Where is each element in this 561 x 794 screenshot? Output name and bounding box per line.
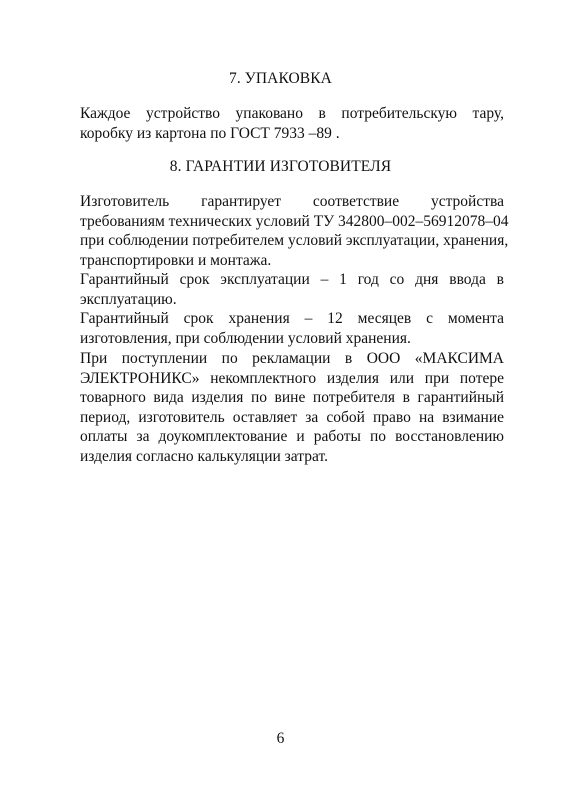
text-line: транспортировки и монтажа. xyxy=(80,251,272,269)
section-heading-warranty: 8. ГАРАНТИИ ИЗГОТОВИТЕЛЯ xyxy=(169,158,392,175)
text-line: изделия согласно калькуляции затрат. xyxy=(80,447,328,465)
paragraph-warranty-operation-period xyxy=(58,270,504,309)
page-number: 6 xyxy=(276,730,285,747)
paragraph-warranty-conformity xyxy=(58,192,509,270)
text-line: эксплуатацию. xyxy=(80,290,177,308)
text-line: при соблюдении потребителем условий эксплуатации, хранения, xyxy=(80,232,509,250)
text-line: Изготовитель гарантирует соответствие устройства xyxy=(80,193,504,210)
paragraph-warranty-claims xyxy=(58,349,504,467)
text-line: ЭЛЕКТРОНИКС» некомплектного изделия или при потере xyxy=(80,369,504,387)
paragraph-packaging xyxy=(58,104,504,143)
text-line: Гарантийный срок хранения – 12 месяцев с момента xyxy=(80,310,504,327)
text-line: При поступлении по рекламации в ООО «МАКСИМА xyxy=(80,350,504,367)
text-line: Каждое устройство упаковано в потребительскую тару, xyxy=(80,105,504,122)
text-line: период, изготовитель оставляет за собой право на взимание xyxy=(80,408,504,426)
text-line: коробку из картона по ГОСТ 7933 –89 . xyxy=(80,124,340,142)
paragraph-warranty-storage-period xyxy=(58,309,504,348)
text-line: Гарантийный срок эксплуатации – 1 год со дня ввода в xyxy=(80,271,504,288)
text-line: требованиям технических условий ТУ 342800–002–56912078–04 xyxy=(80,212,509,230)
text-line: оплаты за доукомплектование и работы по восстановлению xyxy=(80,428,504,446)
section-heading-packaging: 7. УПАКОВКА xyxy=(229,70,332,87)
text-line: изготовления, при соблюдении условий хранения. xyxy=(80,329,411,347)
text-line: товарного вида изделия по вине потребителя в гарантийный xyxy=(80,389,504,407)
